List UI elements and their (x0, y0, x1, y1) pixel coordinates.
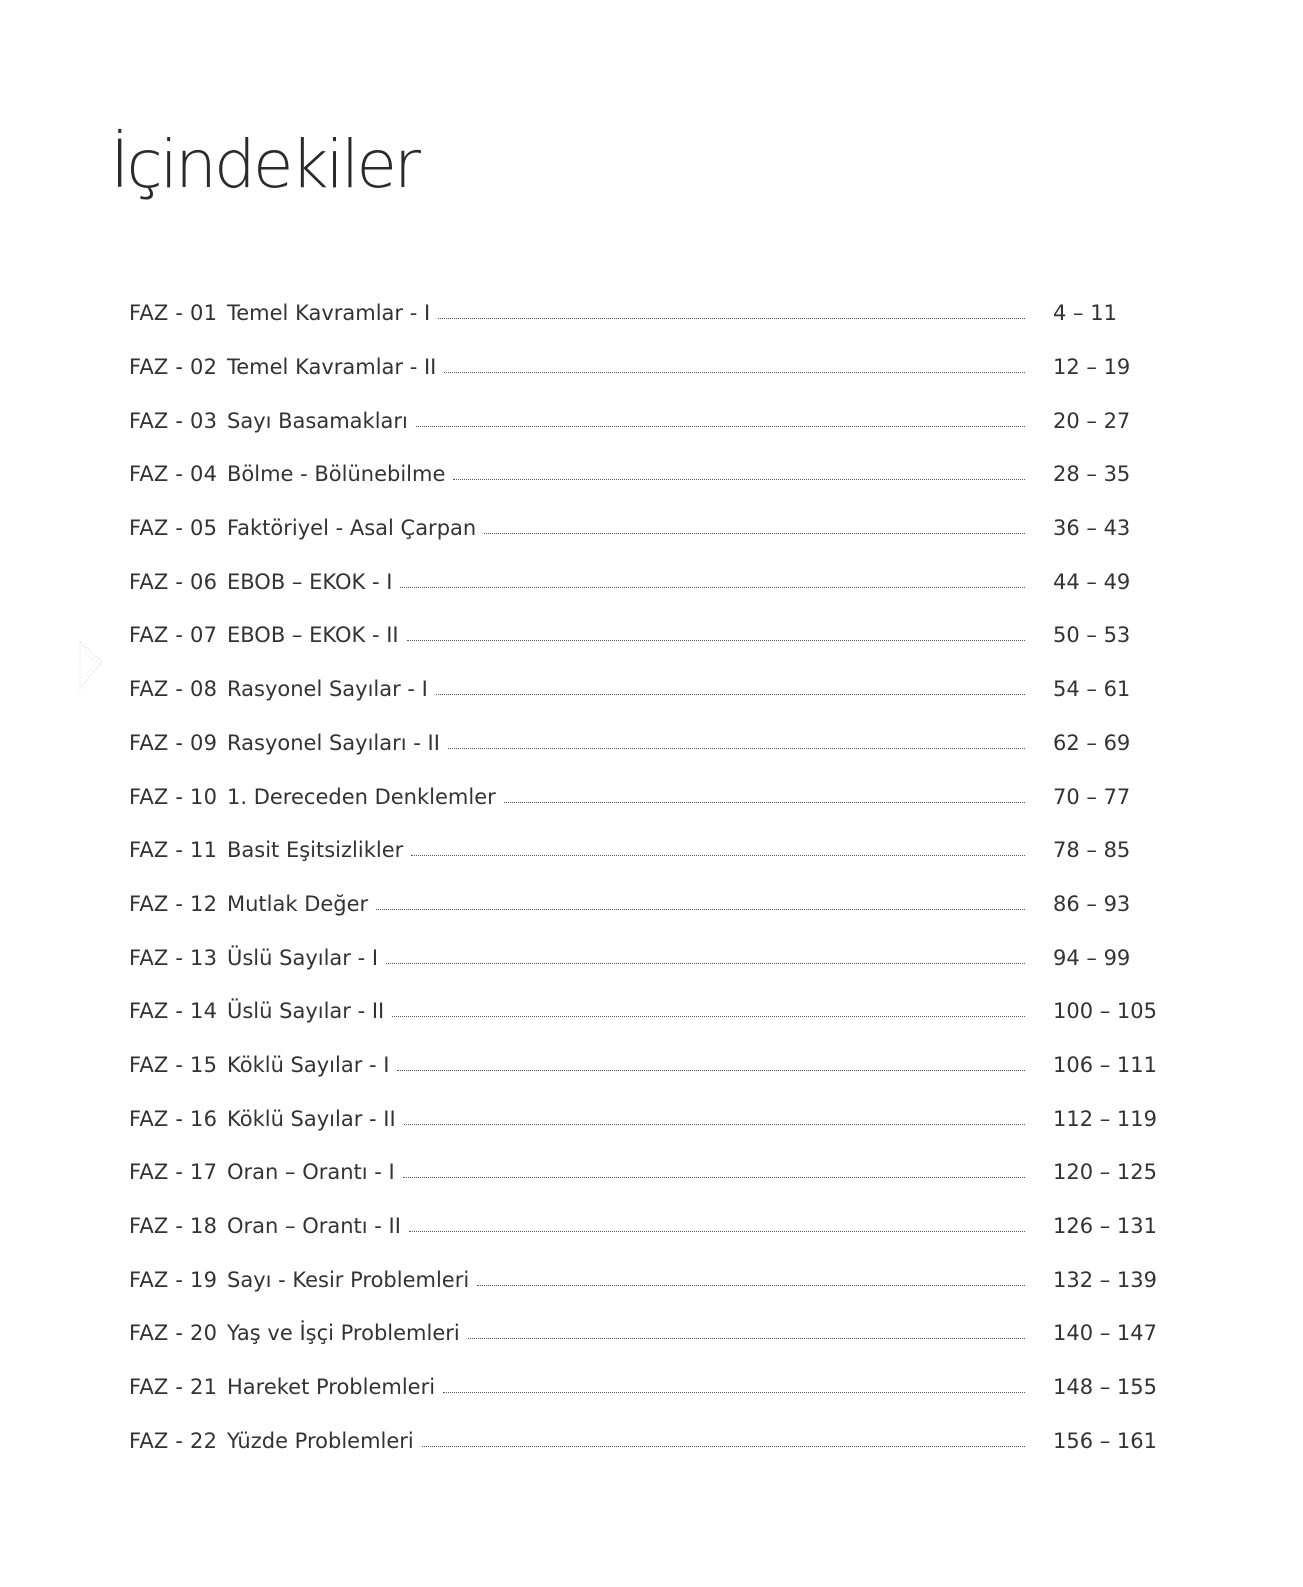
entry-title: Mutlak Değer (227, 891, 369, 916)
toc-row[interactable] (129, 1039, 1169, 1093)
entry-title: Temel Kavramlar - I (227, 301, 431, 326)
toc-row[interactable] (129, 1361, 1169, 1415)
phase-code: FAZ - 07 (129, 623, 218, 648)
page-range: 70 – 77 (1053, 784, 1131, 809)
dot-leader (411, 855, 1025, 856)
dot-leader (504, 802, 1025, 803)
toc-row[interactable] (129, 502, 1169, 556)
phase-code: FAZ - 05 (129, 516, 218, 541)
toc-row[interactable] (129, 609, 1169, 663)
page-range: 54 – 61 (1053, 677, 1131, 702)
page-range: 36 – 43 (1053, 516, 1131, 541)
dot-leader (477, 1285, 1025, 1286)
page-range: 78 – 85 (1053, 838, 1131, 863)
entry-title: Hareket Problemleri (227, 1375, 436, 1400)
phase-code: FAZ - 12 (129, 891, 218, 916)
page-range: 4 – 11 (1053, 301, 1117, 326)
dot-leader (484, 533, 1025, 534)
dot-leader (404, 1124, 1025, 1125)
page-range: 28 – 35 (1053, 462, 1131, 487)
phase-code: FAZ - 17 (129, 1160, 218, 1185)
page-range: 156 – 161 (1053, 1428, 1158, 1453)
toc-row[interactable] (129, 448, 1169, 502)
toc-row[interactable] (129, 341, 1169, 395)
page-range: 44 – 49 (1053, 569, 1131, 594)
phase-code: FAZ - 13 (129, 945, 218, 970)
toc-row[interactable] (129, 931, 1169, 985)
phase-code: FAZ - 02 (129, 355, 218, 380)
phase-code: FAZ - 20 (129, 1321, 218, 1346)
phase-code: FAZ - 15 (129, 1052, 218, 1077)
dot-leader (448, 748, 1025, 749)
phase-code: FAZ - 18 (129, 1214, 218, 1239)
toc-row[interactable] (129, 663, 1169, 717)
entry-title: Üslü Sayılar - I (227, 945, 379, 970)
toc-row[interactable] (129, 1092, 1169, 1146)
entry-title: Oran – Orantı - I (227, 1160, 395, 1185)
page-range: 62 – 69 (1053, 730, 1131, 755)
phase-code: FAZ - 04 (129, 462, 218, 487)
page-range: 100 – 105 (1053, 999, 1158, 1024)
page-edge-mark (78, 640, 104, 690)
phase-code: FAZ - 01 (129, 301, 218, 326)
entry-title: Oran – Orantı - II (227, 1214, 401, 1239)
phase-code: FAZ - 09 (129, 730, 218, 755)
page-range: 126 – 131 (1053, 1214, 1158, 1239)
page-range: 12 – 19 (1053, 355, 1131, 380)
page-range: 148 – 155 (1053, 1375, 1158, 1400)
dot-leader (422, 1446, 1025, 1447)
page-range: 50 – 53 (1053, 623, 1131, 648)
page-range: 106 – 111 (1053, 1052, 1158, 1077)
toc-row[interactable] (129, 1200, 1169, 1254)
entry-title: Sayı Basamakları (227, 408, 408, 433)
entry-title: Rasyonel Sayıları - II (227, 730, 440, 755)
toc-row[interactable] (129, 555, 1169, 609)
dot-leader (453, 479, 1025, 480)
dot-leader (376, 909, 1025, 910)
toc-row[interactable] (129, 394, 1169, 448)
dot-leader (386, 963, 1025, 964)
entry-title: Yüzde Problemleri (227, 1428, 414, 1453)
phase-code: FAZ - 21 (129, 1375, 218, 1400)
entry-title: EBOB – EKOK - II (227, 623, 399, 648)
toc-row[interactable] (129, 1307, 1169, 1361)
table-of-contents (129, 287, 1169, 1468)
page-range: 112 – 119 (1053, 1106, 1158, 1131)
toc-row[interactable] (129, 824, 1169, 878)
dot-leader (468, 1338, 1025, 1339)
page-range: 120 – 125 (1053, 1160, 1158, 1185)
toc-row[interactable] (129, 770, 1169, 824)
toc-row[interactable] (129, 985, 1169, 1039)
phase-code: FAZ - 03 (129, 408, 218, 433)
dot-leader (400, 587, 1025, 588)
dot-leader (416, 426, 1025, 427)
toc-row[interactable] (129, 878, 1169, 932)
page-range: 132 – 139 (1053, 1267, 1158, 1292)
page-range: 140 – 147 (1053, 1321, 1158, 1346)
dot-leader (392, 1016, 1025, 1017)
toc-row[interactable] (129, 1146, 1169, 1200)
dot-leader (444, 372, 1025, 373)
entry-title: Rasyonel Sayılar - I (227, 677, 428, 702)
entry-title: Faktöriyel - Asal Çarpan (227, 516, 477, 541)
entry-title: Basit Eşitsizlikler (227, 838, 404, 863)
phase-code: FAZ - 22 (129, 1428, 218, 1453)
toc-row[interactable] (129, 717, 1169, 771)
entry-title: 1. Dereceden Denklemler (227, 784, 496, 809)
entry-title: Bölme - Bölünebilme (227, 462, 446, 487)
phase-code: FAZ - 16 (129, 1106, 218, 1131)
phase-code: FAZ - 06 (129, 569, 218, 594)
dot-leader (403, 1177, 1025, 1178)
dot-leader (407, 640, 1025, 641)
page-range: 86 – 93 (1053, 891, 1131, 916)
dot-leader (397, 1070, 1025, 1071)
dot-leader (436, 694, 1025, 695)
phase-code: FAZ - 11 (129, 838, 218, 863)
entry-title: Köklü Sayılar - I (227, 1052, 390, 1077)
entry-title: Temel Kavramlar - II (227, 355, 437, 380)
phase-code: FAZ - 08 (129, 677, 218, 702)
entry-title: Üslü Sayılar - II (227, 999, 385, 1024)
toc-row[interactable] (129, 1414, 1169, 1468)
dot-leader (438, 318, 1025, 319)
entry-title: Yaş ve İşçi Problemleri (227, 1321, 460, 1346)
entry-title: EBOB – EKOK - I (227, 569, 393, 594)
entry-title: Köklü Sayılar - II (227, 1106, 396, 1131)
phase-code: FAZ - 19 (129, 1267, 218, 1292)
toc-row[interactable] (129, 287, 1169, 341)
page-range: 20 – 27 (1053, 408, 1131, 433)
phase-code: FAZ - 14 (129, 999, 218, 1024)
toc-row[interactable] (129, 1253, 1169, 1307)
phase-code: FAZ - 10 (129, 784, 218, 809)
entry-title: Sayı - Kesir Problemleri (227, 1267, 470, 1292)
page-title: İçindekiler (110, 126, 419, 203)
dot-leader (409, 1231, 1025, 1232)
dot-leader (443, 1392, 1025, 1393)
page-range: 94 – 99 (1053, 945, 1131, 970)
